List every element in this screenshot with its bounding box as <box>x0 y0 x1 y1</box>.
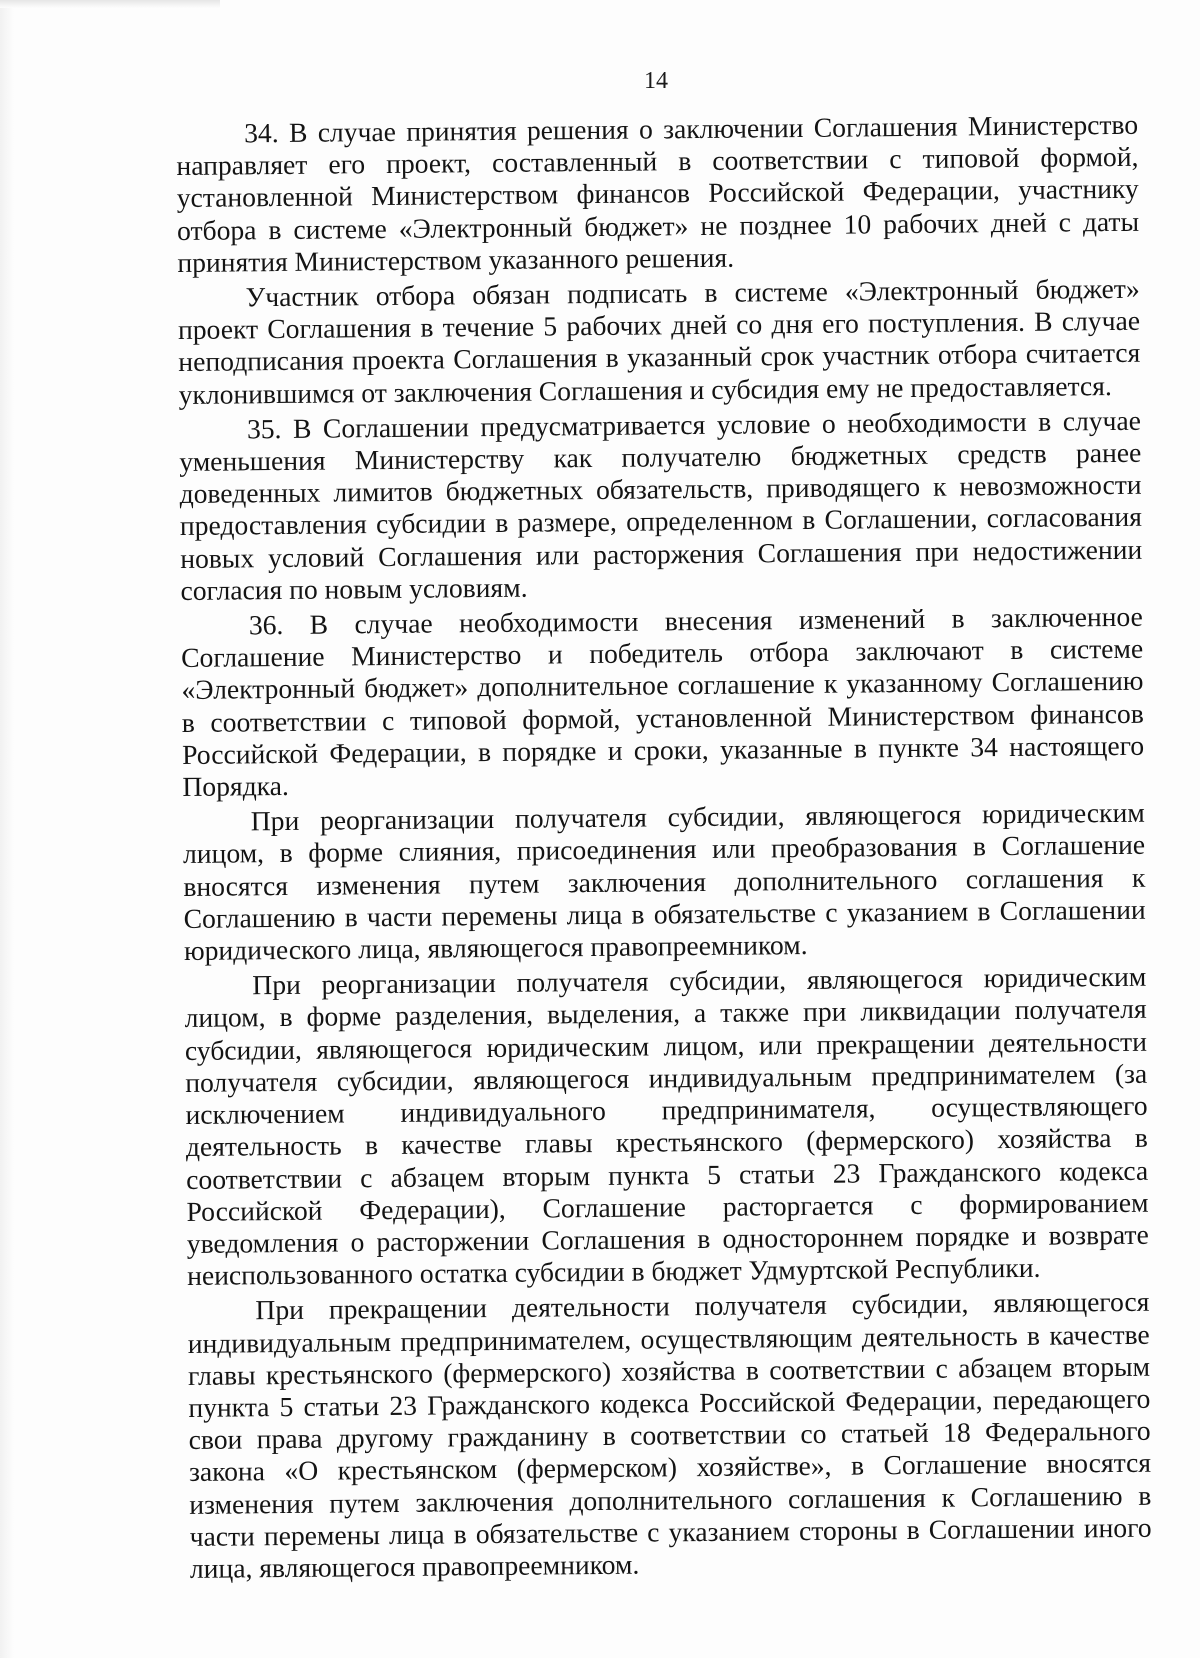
paragraph-34: 34. В случае принятия решения о заключении Соглашения Министерство направляет его проект, составленный в соответствии с типовой формой, установленной Министерством финансов Российской Федерации, участнику отбора в системе «Электронный бюджет» не позднее 10 рабочих дней с даты принятия Министерством указанного решения. <box>176 108 1140 278</box>
paragraph-participant-signing: Участник отбора обязан подписать в системе «Электронный бюджет» проект Соглашения в течение 5 рабочих дней со дня его поступления. В случае неподписания проекта Соглашения в указанный срок участник отбора считается уклонившимся от заключения Соглашения и субсидия ему не предоставляется. <box>177 272 1141 410</box>
paragraph-reorganization-merger: При реорганизации получателя субсидии, являющегося юридическим лицом, в форме слияния, присоединения или преобразования в Соглашение вносятся изменения путем заключения дополнительного соглашения к Соглашению в части перемены лица в обязательстве с указанием в Соглашении юридического лица, являющегося правопреемником. <box>182 796 1146 967</box>
paragraph-36: 36. В случае необходимости внесения изменений в заключенное Соглашение Министерство и победитель отбора заключают в системе «Электронный бюджет» дополнительное соглашение к указанному Соглашению в соответствии с типовой формой, установленной Министерством финансов Российской Федерации, в порядке и сроки, указанные в пункте 34 настоящего Порядка. <box>181 600 1145 803</box>
paragraph-farm-termination: При прекращении деятельности получателя субсидии, являющегося индивидуальным предпринимателем, осуществляющим деятельность в качестве главы крестьянского (фермерского) хозяйства в соответствии с абзацем вторым пункта 5 статьи 23 Гражданского кодекса Российской Федерации, передающего свои права другому гражданину в соответствии со статьей 18 Федерального закона «О крестьянском (фермерском) хозяйстве», в Соглашение вносятся изменения путем заключения дополнительного соглашения к Соглашению в части перемены лица в обязательстве с указанием стороны в Соглашении иного лица, являющегося правопреемником. <box>187 1286 1152 1584</box>
paragraph-35: 35. В Соглашении предусматривается условие о необходимости в случае уменьшения Министерству как получателю бюджетных средств ранее доведенных лимитов бюджетных обязательств, приводящего к невозможности предоставления субсидии в размере, определенном в Соглашении, согласования новых условий Соглашения или расторжения Соглашения при недостижении согласия по новым условиям. <box>179 404 1143 606</box>
paragraph-reorganization-division: При реорганизации получателя субсидии, являющегося юридическим лицом, в форме разделения, выделения, а также при ликвидации получателя субсидии, являющегося юридическим лицом, или прекращении деятельности получателя субсидии, являющегося индивидуальным предпринимателем (за исключением индивидуального предпринимателя, осуществляющего деятельность в качестве главы крестьянского (фермерского) хозяйства в соответствии с абзацем вторым пункта 5 статьи 23 Гражданского кодекса Российской Федерации), Соглашение расторгается с формированием уведомления о расторжении Соглашения в одностороннем порядке и возврате неиспользованного остатка субсидии в бюджет Удмуртской Республики. <box>184 961 1149 1292</box>
document-body <box>176 109 1152 1588</box>
scan-top-shadow <box>0 0 220 8</box>
scan-edge-shadow <box>0 0 14 1658</box>
page-number: 14 <box>644 68 668 94</box>
